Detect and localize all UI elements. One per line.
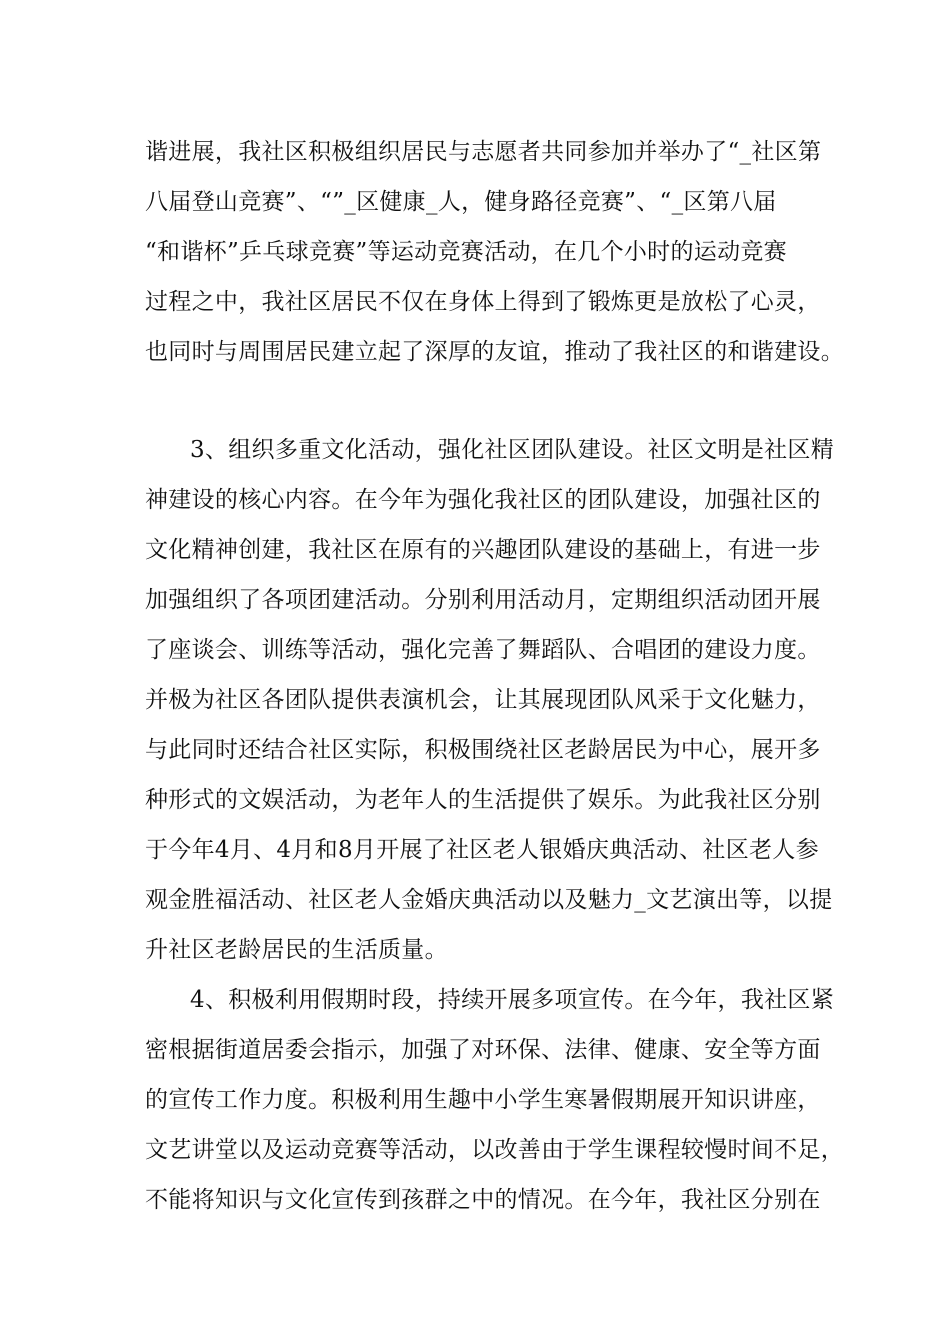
text-line: 八届登山竞赛”、“”_区健康_人，健身路径竞赛”、“_区第八届 [145, 189, 777, 215]
text-line: 密根据街道居委会指示，加强了对环保、法律、健康、安全等方面 [145, 1037, 821, 1063]
text-line: “和谐杯”乒乓球竞赛”等运动竞赛活动，在几个小时的运动竞赛 [145, 239, 787, 265]
text-line: 加强组织了各项团建活动。分别利用活动月，定期组织活动团开展 [145, 587, 821, 613]
text-line: 了座谈会、训练等活动，强化完善了舞蹈队、合唱团的建设力度。 [145, 637, 821, 663]
text-line: 并极为社区各团队提供表演机会，让其展现团队风采于文化魅力， [145, 687, 821, 713]
text-line: 也同时与周围居民建立起了深厚的友谊，推动了我社区的和谐建设。 [145, 339, 844, 365]
text-line: 于今年4月、4月和8月开展了社区老人银婚庆典活动、社区老人参 [145, 837, 819, 863]
text-line: 观金胜福活动、社区老人金婚庆典活动以及魅力_文艺演出等，以提 [145, 887, 833, 913]
text-line: 不能将知识与文化宣传到孩群之中的情况。在今年，我社区分别在 [145, 1187, 821, 1213]
paragraph-4-first-line: 4、积极利用假期时段，持续开展多项宣传。在今年，我社区紧 [190, 987, 835, 1013]
paragraph-3-first-line: 3、组织多重文化活动，强化社区团队建设。社区文明是社区精 [190, 437, 835, 463]
text-line: 的宣传工作力度。积极利用生趣中小学生寒暑假期展开知识讲座， [145, 1087, 821, 1113]
text-line: 种形式的文娱活动，为老年人的生活提供了娱乐。为此我社区分别 [145, 787, 821, 813]
text-line: 文化精神创建，我社区在原有的兴趣团队建设的基础上，有进一步 [145, 537, 821, 563]
text-line: 文艺讲堂以及运动竞赛等活动，以改善由于学生课程较慢时间不足， [145, 1137, 844, 1163]
text-line: 谐进展，我社区积极组织居民与志愿者共同参加并举办了“_社区第 [145, 139, 822, 165]
text-line: 与此同时还结合社区实际，积极围绕社区老龄居民为中心，展开多 [145, 737, 821, 763]
text-line: 升社区老龄居民的生活质量。 [145, 937, 448, 963]
text-line: 过程之中，我社区居民不仅在身体上得到了锻炼更是放松了心灵， [145, 289, 821, 315]
text-line: 神建设的核心内容。在今年为强化我社区的团队建设，加强社区的 [145, 487, 821, 513]
